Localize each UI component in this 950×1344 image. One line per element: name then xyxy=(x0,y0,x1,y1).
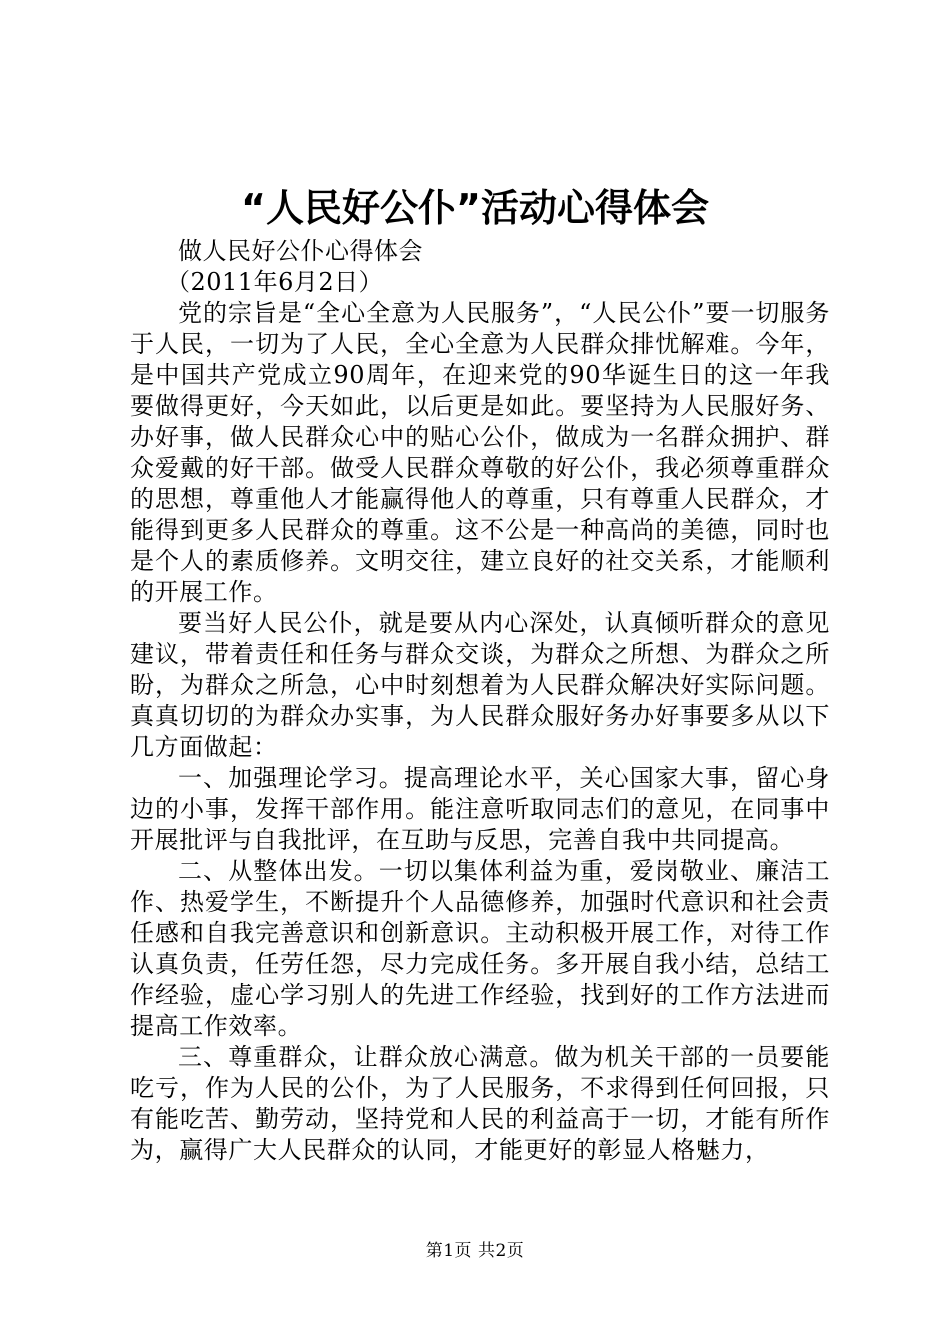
body-paragraph: 要当好人民公仆，就是要从内心深处，认真倾听群众的意见建议，带着责任和任务与群众交谈，为群众之所想、为群众之所盼，为群众之所急，心中时刻想着为人民群众解决好实际问题。真真切切的为群众办实事，为人民群众服好务办好事要多从以下几方面做起： xyxy=(130,609,830,761)
body-paragraph: 二、从整体出发。一切以集体利益为重，爱岗敬业、廉洁工作、热爱学生，不断提升个人品德修养，加强时代意识和社会责任感和自我完善意识和创新意识。主动积极开展工作，对待工作认真负责，任劳任怨，尽力完成任务。多开展自我小结，总结工作经验，虚心学习别人的先进工作经验，找到好的工作方法进而提高工作效率。 xyxy=(130,857,830,1040)
document-title: “人民好公仆”活动心得体会 xyxy=(241,186,709,230)
body-paragraph: 三、尊重群众，让群众放心满意。做为机关干部的一员要能吃亏，作为人民的公仆，为了人民服务，不求得到任何回报，只有能吃苦、勤劳动，坚持党和人民的利益高于一切，才能有所作为，赢得广大人民群众的认同，才能更好的彰显人格魅力， xyxy=(130,1043,830,1164)
document-subtitle: 做人民好公仆心得体会 xyxy=(178,237,423,265)
body-paragraph: 一、加强理论学习。提高理论水平，关心国家大事，留心身边的小事，发挥干部作用。能注意听取同志们的意见，在同事中开展批评与自我批评，在互助与反思，完善自我中共同提高。 xyxy=(130,764,830,854)
body-paragraph: 党的宗旨是“全心全意为人民服务”，“人民公仆”要一切服务于人民，一切为了人民，全心全意为人民群众排忧解难。今年，是中国共产党成立90周年，在迎来党的90华诞生日的这一年我要做得更好，今天如此，以后更是如此。要坚持为人民服好务、办好事，做人民群众心中的贴心公仆，做成为一名群众拥护、群众爱戴的好干部。做受人民群众尊敬的好公仆，我必须尊重群众的思想，尊重他人才能赢得他人的尊重，只有尊重人民群众，才能得到更多人民群众的尊重。这不公是一种高尚的美德，同时也是个人的素质修养。文明交往，建立良好的社交关系，才能顺利的开展工作。 xyxy=(130,299,830,606)
document-body xyxy=(130,236,830,1166)
document-date: （2011年6月2日） xyxy=(166,268,384,296)
page-number-footer: 第1页 共2页 xyxy=(425,1241,525,1261)
